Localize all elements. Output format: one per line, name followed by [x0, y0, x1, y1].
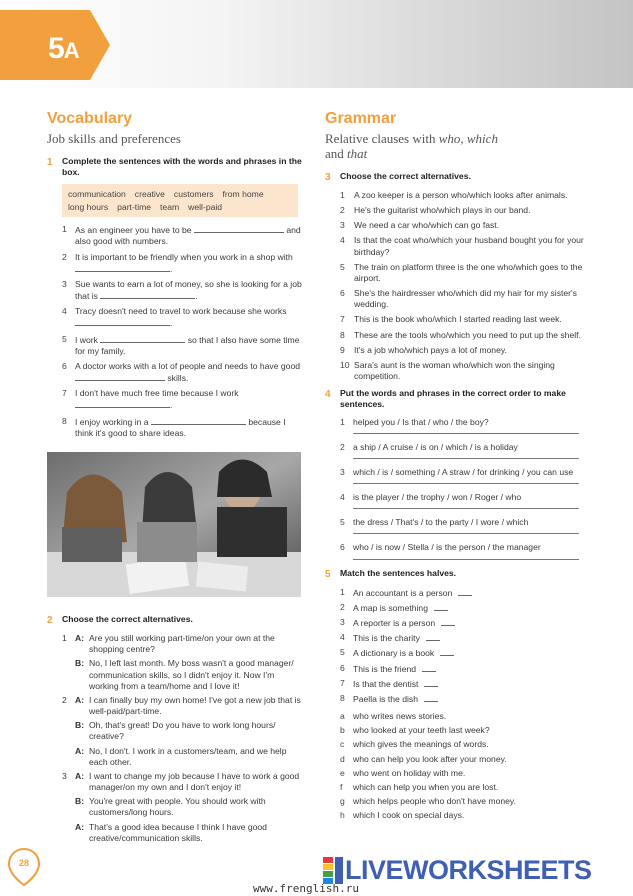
exercise-1-items	[47, 224, 305, 439]
speaker-label: A:	[75, 821, 85, 832]
answer-blank[interactable]	[75, 372, 165, 381]
exercise-2-heading: 2 Choose the correct alternatives.	[47, 614, 193, 626]
item-number: 9	[340, 344, 345, 355]
site-url: www.frenglish.ru	[253, 882, 359, 895]
item-text-end: skills.	[165, 373, 189, 384]
match-ending	[340, 782, 587, 793]
item-text	[353, 602, 587, 614]
item-number: 1	[340, 586, 345, 597]
item-text	[353, 647, 587, 659]
item-number: 8	[62, 415, 67, 426]
exercise-4-item	[340, 517, 587, 528]
match-blank[interactable]	[424, 678, 438, 687]
dialogue-number	[62, 796, 75, 818]
item-text	[75, 279, 305, 302]
item-text	[353, 678, 587, 690]
speaker-label: A:	[75, 633, 85, 643]
item-number: 3	[62, 278, 67, 289]
exercise-1-item	[62, 224, 305, 247]
vocabulary-subtitle: Job skills and preferences	[47, 131, 181, 146]
grammar-subtitle: Relative clauses with who, which and that	[325, 131, 498, 161]
item-text	[75, 224, 305, 247]
item-text: who went on holiday with me.	[353, 767, 466, 778]
match-start-text: This is the charity	[353, 633, 420, 644]
match-ending	[340, 754, 587, 765]
item-number: 2	[340, 441, 345, 452]
exercise-1-item	[62, 252, 305, 275]
dialogue-line[interactable]	[62, 633, 305, 655]
exercise-4-item	[340, 492, 587, 503]
item-prompt: who / is now / Stella / is the person / the manager	[353, 542, 541, 553]
speaker-label: A:	[75, 770, 85, 781]
item-letter: f	[340, 781, 343, 792]
item-text: These are the tools who/which you need to put up the shelf.	[354, 329, 581, 340]
item-number: 4	[62, 306, 67, 317]
item-text-start: A doctor works with a lot of people and needs to have good	[75, 360, 301, 371]
item-text-start: As an engineer you have to be	[75, 225, 194, 236]
liveworksheets-logo	[323, 855, 592, 886]
item-text-end: .	[170, 318, 173, 329]
item-letter: e	[340, 767, 345, 778]
page-number: 28	[18, 858, 29, 868]
exercise-4-item	[340, 442, 587, 453]
item-number: 2	[62, 251, 67, 262]
exercise-1-item	[62, 388, 305, 411]
item-text	[353, 587, 587, 599]
dialogue-text: Oh, that's great! Do you have to work long hours/ creative?	[89, 720, 276, 742]
answer-blank[interactable]	[75, 317, 173, 329]
item-text	[75, 306, 305, 329]
exercise-3-item[interactable]	[340, 345, 587, 356]
dialogue-text: Are you still working part-time/on your own at the shopping centre?	[89, 633, 275, 655]
match-blank[interactable]	[440, 647, 454, 656]
exercise-3-item[interactable]	[340, 235, 587, 257]
exercise-5-endings	[325, 711, 587, 821]
item-number: 6	[62, 360, 67, 371]
item-number: 5	[340, 261, 345, 272]
item-text: which I cook on special days.	[353, 810, 465, 821]
dialogue-line[interactable]	[62, 658, 305, 692]
exercise-3-item[interactable]	[340, 288, 587, 310]
speaker-label: A:	[75, 745, 85, 756]
grammar-column	[325, 110, 587, 824]
exercise-1-item	[62, 334, 305, 357]
item-number: 3	[340, 220, 345, 231]
word-box-item: creative	[134, 189, 165, 200]
match-blank[interactable]	[434, 602, 448, 611]
item-letter: h	[340, 810, 345, 821]
exercise-2	[47, 614, 305, 847]
liveworksheets-text: LIVEWORKSHEETS	[345, 855, 592, 885]
match-start	[340, 602, 587, 614]
item-number: 1	[62, 224, 67, 235]
dialogue-line[interactable]	[62, 771, 305, 793]
item-text	[353, 663, 587, 675]
match-start	[340, 647, 587, 659]
word-box-item: team	[160, 201, 180, 212]
dialogue-line[interactable]	[62, 796, 305, 818]
match-start-text: An accountant is a person	[353, 587, 453, 598]
item-text: The train on platform three is the one who/which goes to the airport.	[354, 261, 583, 283]
item-text: which can help you when you are lost.	[353, 781, 499, 792]
answer-line[interactable]	[353, 432, 579, 434]
item-number: 2	[340, 601, 345, 612]
item-number: 5	[62, 333, 67, 344]
item-text-start: It is important to be friendly when you work in a shop with	[75, 251, 293, 262]
team-photo	[47, 452, 301, 597]
word-box-item: part-time	[117, 201, 152, 212]
item-text: who writes news stories.	[353, 711, 447, 722]
word-box-item: from home	[222, 189, 264, 200]
answer-blank[interactable]	[100, 334, 185, 343]
match-start-text: A map is something	[353, 602, 428, 613]
dialogue-text: You're great with people. You should work with customers/long hours.	[89, 796, 266, 818]
item-text	[353, 632, 587, 644]
exercise-3-item[interactable]	[340, 330, 587, 341]
item-text: She's the hairdresser who/which did my hair for my sister's wedding.	[354, 288, 577, 310]
word-box-item: communication	[68, 189, 126, 200]
dialogue-text: That's a good idea because I think I have good creative/communication skills.	[89, 821, 267, 843]
dialogue-text: No, I don't. I work in a customers/team, and we help each other.	[89, 745, 287, 767]
item-text: which gives the meanings of words.	[353, 739, 489, 750]
speaker-label: A:	[75, 694, 85, 705]
item-prompt: which / is / something / A straw / for drinking / you can use	[353, 466, 574, 477]
item-text: A zoo keeper is a person who/which looks after animals.	[354, 189, 568, 200]
vocabulary-title: Vocabulary	[47, 110, 133, 127]
dialogue-number: 2	[62, 694, 67, 705]
answer-blank[interactable]	[75, 399, 173, 411]
answer-line[interactable]	[353, 558, 579, 560]
word-box-item: long hours	[68, 201, 109, 212]
item-text	[353, 617, 587, 629]
match-blank[interactable]	[441, 617, 455, 626]
item-text: It's a job who/which pays a lot of money.	[354, 344, 507, 355]
item-number: 8	[340, 329, 345, 340]
item-text: He's the guitarist who/which plays in our band.	[354, 205, 531, 216]
item-letter: c	[340, 739, 345, 750]
exercise-3-item[interactable]	[340, 220, 587, 231]
item-number: 6	[340, 288, 345, 299]
match-start	[340, 587, 587, 599]
item-text-start: Sue wants to earn a lot of money, so she is looking for a job that is	[75, 278, 302, 302]
item-text: who looked at your teeth last week?	[353, 725, 490, 736]
answer-line[interactable]	[353, 482, 579, 484]
match-start-text: Is that the dentist	[353, 678, 419, 689]
answer-line[interactable]	[353, 457, 579, 459]
dialogue-number	[62, 720, 75, 742]
item-text: This is the book who/which I started reading last week.	[354, 314, 562, 325]
exercise-5-starts	[325, 587, 587, 705]
match-start	[340, 632, 587, 644]
item-text: Sara's aunt is the woman who/which won the singing competition.	[354, 359, 555, 382]
item-number: 1	[340, 189, 345, 200]
item-number: 4	[340, 492, 345, 503]
item-text-start: Tracy doesn't need to travel to work because she works	[75, 306, 287, 317]
answer-blank[interactable]	[100, 290, 198, 302]
item-number: 7	[62, 388, 67, 399]
item-text-end: so that I also have some time for my family.	[75, 334, 300, 356]
item-number: 5	[340, 517, 345, 528]
item-prompt: is the player / the trophy / won / Roger / who	[353, 492, 522, 503]
match-ending	[340, 711, 587, 722]
answer-line[interactable]	[353, 532, 579, 534]
dialogue-text: No, I left last month. My boss wasn't a good manager/ communication skills, so I didn't enjoy it. Now I'm working from a team/home and I love it!	[89, 658, 294, 691]
answer-blank[interactable]	[151, 416, 246, 425]
match-blank[interactable]	[426, 632, 440, 641]
item-number: 5	[340, 647, 345, 658]
item-text	[75, 388, 305, 411]
dialogue-line[interactable]	[62, 746, 305, 768]
item-text	[75, 334, 305, 357]
dialogue-text: I can finally buy my own home! I've got a new job that is well-paid/part-time.	[89, 694, 301, 717]
item-number: 1	[340, 416, 345, 427]
match-start-text: This is the friend	[353, 663, 417, 674]
exercise-4-item	[340, 467, 587, 478]
item-prompt: a ship / A cruise / is on / which / is a holiday	[353, 441, 518, 452]
exercise-3-items	[325, 190, 587, 382]
dialogue-line[interactable]	[62, 695, 305, 717]
answer-blank[interactable]	[194, 224, 284, 233]
dialogue-number	[62, 746, 75, 768]
item-text-end: .	[170, 263, 173, 274]
item-number: 4	[340, 235, 345, 246]
grammar-title: Grammar	[325, 110, 397, 127]
item-number: 3	[340, 617, 345, 627]
answer-blank[interactable]	[75, 263, 173, 274]
liveworksheets-icon	[323, 857, 345, 885]
match-blank[interactable]	[424, 693, 438, 702]
exercise-3-item[interactable]	[340, 360, 587, 382]
exercise-1-item	[62, 416, 305, 439]
match-ending	[340, 739, 587, 750]
item-text	[75, 416, 305, 439]
exercise-3-heading: 3 Choose the correct alternatives.	[325, 170, 471, 183]
vocabulary-column	[47, 110, 305, 443]
dialogue-number	[62, 658, 75, 692]
word-box	[62, 184, 298, 217]
item-text-end: because I think it's good to share ideas.	[75, 416, 286, 438]
match-start-text: A reporter is a person	[353, 618, 436, 628]
dialogue-line[interactable]	[62, 822, 305, 844]
item-text-start: I enjoy working in a	[75, 416, 151, 427]
dialogue-line[interactable]	[62, 720, 305, 742]
exercise-4-items	[325, 417, 587, 560]
dialogue-number	[62, 822, 75, 844]
match-ending	[340, 725, 587, 736]
unit-tab	[0, 10, 110, 80]
match-ending	[340, 768, 587, 779]
item-number: 7	[340, 677, 345, 688]
exercise-4-item	[340, 542, 587, 553]
exercise-3-item[interactable]	[340, 205, 587, 216]
item-letter: a	[340, 711, 345, 722]
item-number: 7	[340, 314, 345, 325]
item-text-end: .	[170, 400, 173, 411]
item-letter: g	[340, 796, 345, 807]
item-number: 2	[340, 205, 345, 216]
item-text	[75, 252, 305, 275]
item-number: 6	[340, 542, 345, 553]
speaker-label: B:	[75, 658, 85, 669]
match-blank[interactable]	[458, 587, 472, 596]
exercise-1-item	[62, 279, 305, 302]
item-number: 3	[340, 466, 345, 477]
match-start-text: Paella is the dish	[353, 693, 418, 704]
exercise-1-heading: 1 Complete the sentences with the words and phrases in the box.	[47, 155, 302, 178]
dialogue-text: I want to change my job because I have to work a good manager/on my own and I don't enjoy it!	[89, 770, 300, 793]
speaker-label: B:	[75, 796, 85, 807]
speaker-label: B:	[75, 720, 85, 731]
exercise-3-item[interactable]	[340, 262, 587, 284]
match-ending	[340, 796, 587, 807]
item-prompt: the dress / That's / to the party / I wore / which	[353, 517, 529, 528]
item-text: who can help you look after your money.	[353, 753, 507, 764]
match-start	[340, 693, 587, 705]
item-text	[353, 693, 587, 705]
exercise-2-items	[47, 633, 305, 844]
item-letter: b	[340, 725, 345, 736]
match-blank[interactable]	[422, 663, 436, 672]
match-start	[340, 663, 587, 675]
exercise-3-item[interactable]	[340, 314, 587, 325]
exercise-3-item[interactable]	[340, 190, 587, 201]
item-letter: d	[340, 753, 345, 764]
item-prompt: helped you / Is that / who / the boy?	[353, 416, 489, 427]
item-text-end: .	[195, 291, 198, 302]
exercise-4-heading: 4 Put the words and phrases in the correct order to make sentences.	[325, 388, 566, 410]
match-ending	[340, 810, 587, 821]
exercise-4-item	[340, 417, 587, 428]
item-text	[75, 361, 305, 384]
item-number: 4	[340, 632, 345, 643]
dialogue-number: 3	[62, 770, 67, 781]
dialogue-number: 1	[62, 633, 67, 643]
exercise-1-item	[62, 306, 305, 329]
item-text: Is that the coat who/which your husband bought you for your birthday?	[354, 235, 584, 257]
match-start-text: A dictionary is a book	[353, 648, 435, 659]
exercise-5-heading: 5 Match the sentences halves.	[325, 567, 457, 580]
item-text: We need a car who/which can go fast.	[354, 220, 500, 231]
item-number: 10	[340, 359, 350, 370]
item-number: 6	[340, 662, 345, 673]
item-text-start: I don't have much free time because I work	[75, 388, 239, 399]
item-text-end: and also good with numbers.	[75, 225, 301, 247]
item-text-start: I work	[75, 334, 101, 345]
answer-line[interactable]	[353, 507, 579, 509]
exercise-1-item	[62, 361, 305, 384]
unit-number: 5A	[48, 32, 79, 65]
match-start	[340, 617, 587, 629]
item-number: 8	[340, 692, 345, 703]
match-start	[340, 678, 587, 690]
item-text: which helps people who don't have money.	[353, 796, 516, 807]
word-box-item: customers	[173, 189, 214, 200]
word-box-item: well-paid	[188, 201, 223, 212]
